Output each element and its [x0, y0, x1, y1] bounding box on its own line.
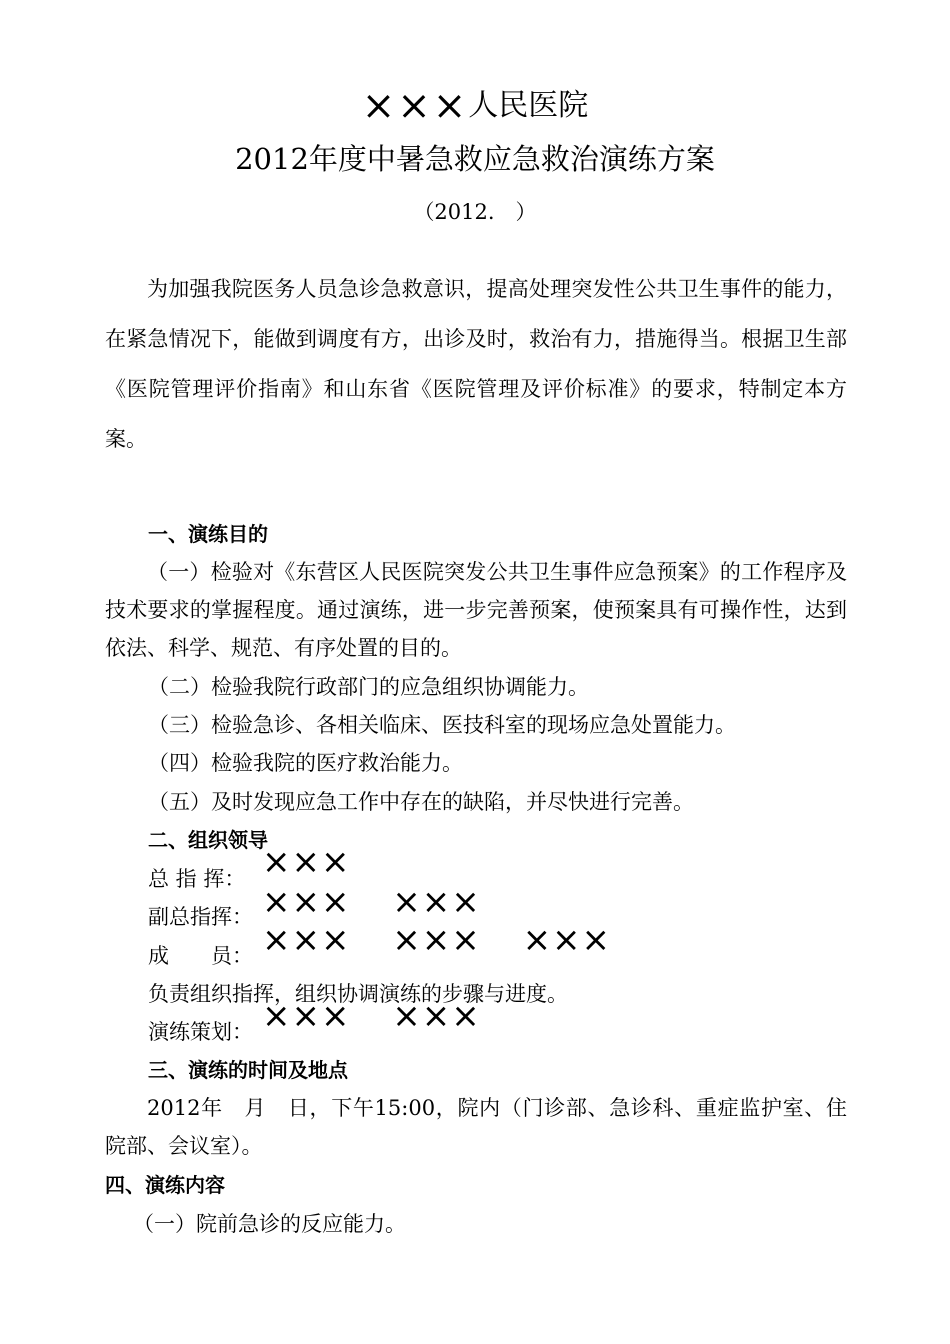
section1-item-2: （二）检验我院行政部门的应急组织协调能力。: [148, 675, 589, 699]
planner-name-placeholder: ×××: [262, 996, 351, 1036]
section4-heading: 四、演练内容: [105, 1173, 225, 1197]
section3-heading: 三、演练的时间及地点: [148, 1058, 348, 1082]
member-name-placeholder: ×××: [262, 920, 351, 960]
planner-name-placeholder: ×××: [392, 996, 481, 1036]
hospital-name: 人民医院: [468, 88, 589, 123]
members-label: 成 员：: [148, 944, 253, 968]
deputy-name-placeholder: ×××: [392, 882, 481, 922]
document-subtitle: 2012年度中暑急救应急救治演练方案: [235, 142, 715, 176]
document-date: （2012. ）: [413, 200, 537, 224]
document-title-hospital: [0, 84, 950, 128]
section1-item-3: （三）检验急诊、各相关临床、医技科室的现场应急处置能力。: [148, 713, 736, 737]
commander-names: [262, 843, 380, 881]
section1-item-4: （四）检验我院的医疗救治能力。: [148, 751, 463, 775]
section3-text: 2012年 月 日，下午15:00，院内（门诊部、急诊科、重症监护室、住院部、会议室）。: [105, 1096, 847, 1158]
commander-name-placeholder: ×××: [262, 842, 351, 882]
commander-label: 总 指 挥：: [148, 867, 246, 891]
planner-names: [262, 997, 511, 1035]
deputy-label: 副总指挥：: [148, 905, 253, 929]
section1-heading: 一、演练目的: [148, 522, 268, 546]
duty-text: 负责组织指挥，组织协调演练的步骤与进度。: [148, 982, 568, 1006]
section4-item-1: （一）院前急诊的反应能力。: [133, 1212, 406, 1236]
member-name-placeholder: ×××: [392, 920, 481, 960]
member-name-placeholder: ×××: [522, 920, 612, 960]
planner-label: 演练策划：: [148, 1020, 253, 1044]
section1-item-1: （一）检验对《东营区人民医院突发公共卫生事件应急预案》的工作程序及技术要求的掌握程度。通过演练，进一步完善预案，使预案具有可操作性，达到依法、科学、规范、有序处置的目的。: [105, 560, 847, 660]
deputy-names: [262, 883, 511, 921]
deputy-name-placeholder: ×××: [262, 882, 351, 922]
members-names: [262, 921, 641, 959]
section2-heading: 二、组织领导: [148, 828, 268, 852]
section1-item-5: （五）及时发现应急工作中存在的缺陷，并尽快进行完善。: [148, 790, 694, 814]
intro-paragraph: 为加强我院医务人员急诊急救意识，提高处理突发性公共卫生事件的能力，在紧急情况下，能做到调度有方，出诊及时，救治有力，措施得当。根据卫生部《医院管理评价指南》和山东省《医院管理及评价标准》的要求，特制定本方案。: [105, 277, 847, 451]
name-placeholder-marks: ×××: [361, 83, 469, 129]
